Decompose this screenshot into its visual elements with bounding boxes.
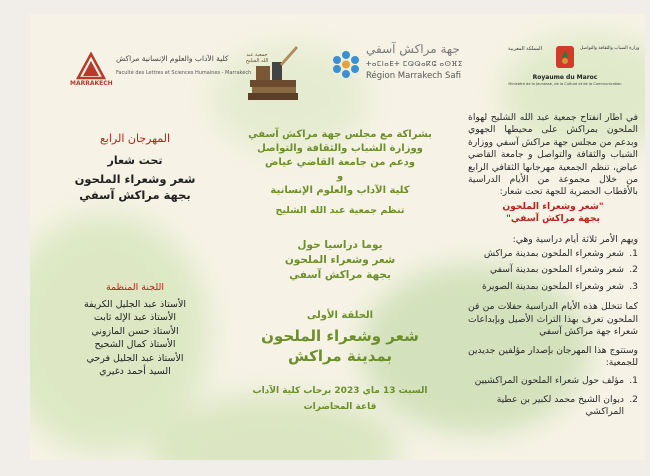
- partner-line: و: [336, 171, 344, 182]
- brochure-sheet: [30, 14, 645, 460]
- study-day-line: شعر وشعراء الملحون: [284, 254, 396, 266]
- region-name-tifinagh: ⵜⴰⵎⵏⴰⴹⵜ ⵎⵕⵕⴰⴽⵛ ⴰⵙⴼⵉ: [366, 60, 463, 68]
- event-venue: قاعة المحاضرات: [303, 402, 377, 412]
- episode-title-line: شعر وشعراء الملحون: [261, 327, 419, 345]
- partner-line: ودعم من جامعة القاضي عياض: [264, 157, 416, 168]
- episode-title-line: بمدينة مراكش: [287, 347, 393, 365]
- slogan-line-2: بجهة مراكش آسفي": [506, 213, 600, 225]
- association-logo: [242, 44, 302, 109]
- committee-member: الأستاذ عبد الجليل الكريفة: [83, 299, 187, 310]
- theme-label: تحت شعار: [107, 154, 163, 167]
- episode-title: [245, 326, 435, 366]
- association-name: جمعية عبد الله الشليح: [245, 52, 269, 64]
- episode-label: الحلقة الأولى: [306, 310, 374, 321]
- committee-member: الأستاذ حسن المازوني: [91, 325, 179, 337]
- region-name-ar: جهة مراكش آسفي: [366, 42, 460, 56]
- partner-line: بشراكة مع مجلس جهة مراكش آسفي: [248, 129, 432, 140]
- list-item: 2. ديوان الشيخ محمد لكبير بن عطية المراكشي: [496, 393, 638, 418]
- theme-block: [60, 171, 210, 203]
- faculty-name-ar: كلية الآداب والعلوم الإنسانية مراكش: [116, 54, 229, 63]
- region-logo: [330, 42, 480, 92]
- evenings-paragraph: كما تتخلل هذه الأيام الدراسية حفلات من فن الملحون تعرف بهذا التراث الأصيل وبإبداعات شعراء جهة مراكش آسفي: [468, 301, 638, 338]
- ministry-name-ar: المملكة المغربية: [508, 46, 542, 52]
- study-day-block: [245, 238, 435, 283]
- intro-paragraph: في اطار انفتاح جمعية عبد الله الشليح لهواة الملحون بمراكش على محيطها الجهوي وبدعم من مجلس جهة مراكش آسفي ووزارة الشباب والثقافة والتواصل و جامعة القاضي عياض، تنظم الجمعية مهرجانها الثقافي الرابع من خلال مجموعة من الأيام الدراسية بالأقطاب الحضرية للجهة تحت شعار:: [468, 112, 638, 198]
- slogan-line-1: "شعر وشعراء الملحون: [502, 200, 604, 212]
- list-item: 1. مؤلف حول شعراء الملحون المراكشيين: [474, 375, 638, 387]
- ministry-name-fr: Royaume du Maroc: [532, 74, 598, 81]
- emblem-icon: [553, 44, 577, 70]
- faculty-name: MARRAKECH: [70, 80, 113, 87]
- committee-member: الأستاذ كمال الشحيح: [94, 339, 176, 351]
- right-panel: [468, 112, 638, 419]
- partner-line: كلية الآداب والعلوم الإنسانية: [270, 185, 410, 196]
- partner-line: ووزارة الشباب والثقافة والتواصل: [257, 143, 423, 154]
- committee-member: الأستاذ عبد الجليل فرحي: [86, 352, 184, 364]
- region-name-fr: Région Marrakech Safi: [366, 71, 461, 81]
- study-day-line: بجهة مراكش آسفي: [289, 269, 391, 281]
- festival-label: المهرجان الرابع: [99, 132, 171, 145]
- days-intro: ويهم الأمر ثلاثة أيام دراسية وهي:: [512, 233, 638, 245]
- ministry-logo: [500, 44, 640, 104]
- middle-panel: [245, 128, 435, 198]
- list-item: 2. شعر وشعراء الملحون بمدينة آسفي: [489, 264, 638, 276]
- ministry-dept-fr: Ministère de la Jeunesse, de la Culture et de la Communication: [508, 82, 622, 86]
- committee-member: السيد أحمد دغيري: [99, 366, 171, 378]
- faculty-emblem-icon: [74, 52, 108, 80]
- organizer-line: تنظم جمعية عبد الله الشليح: [275, 205, 405, 216]
- event-date: السبت 13 ماي 2023 برحاب كلية الآداب: [252, 386, 428, 396]
- ministry-dept-ar: وزارة الشباب والثقافة والتواصل: [580, 46, 640, 51]
- books-list: [468, 375, 638, 418]
- theme-line: شعر وشعراء الملحون: [74, 172, 196, 186]
- committee-member: الأستاذ عبد الإله ثابت: [93, 312, 177, 324]
- launch-paragraph: وستتوج هذا المهرجان بإصدار مؤلفين جديدين للجمعية:: [468, 344, 638, 368]
- committee-title: اللجنة المنظمة: [105, 282, 165, 293]
- study-days-list: [468, 248, 638, 293]
- committee-list: [60, 298, 210, 378]
- list-item: 3. شعر وشعراء الملحون بمدينة الصويرة: [482, 280, 638, 292]
- faculty-name-fr: Faculté des Lettres et Sciences Humaines - Marrakech: [116, 70, 252, 76]
- study-day-line: يوما دراسيا حول: [297, 239, 383, 251]
- region-flower-icon: [330, 48, 362, 80]
- faculty-logo: [70, 50, 252, 90]
- list-item: 1. شعر وشعراء الملحون بمدينة مراكش: [483, 248, 638, 260]
- theme-line: بجهة مراكش آسفي: [79, 188, 191, 202]
